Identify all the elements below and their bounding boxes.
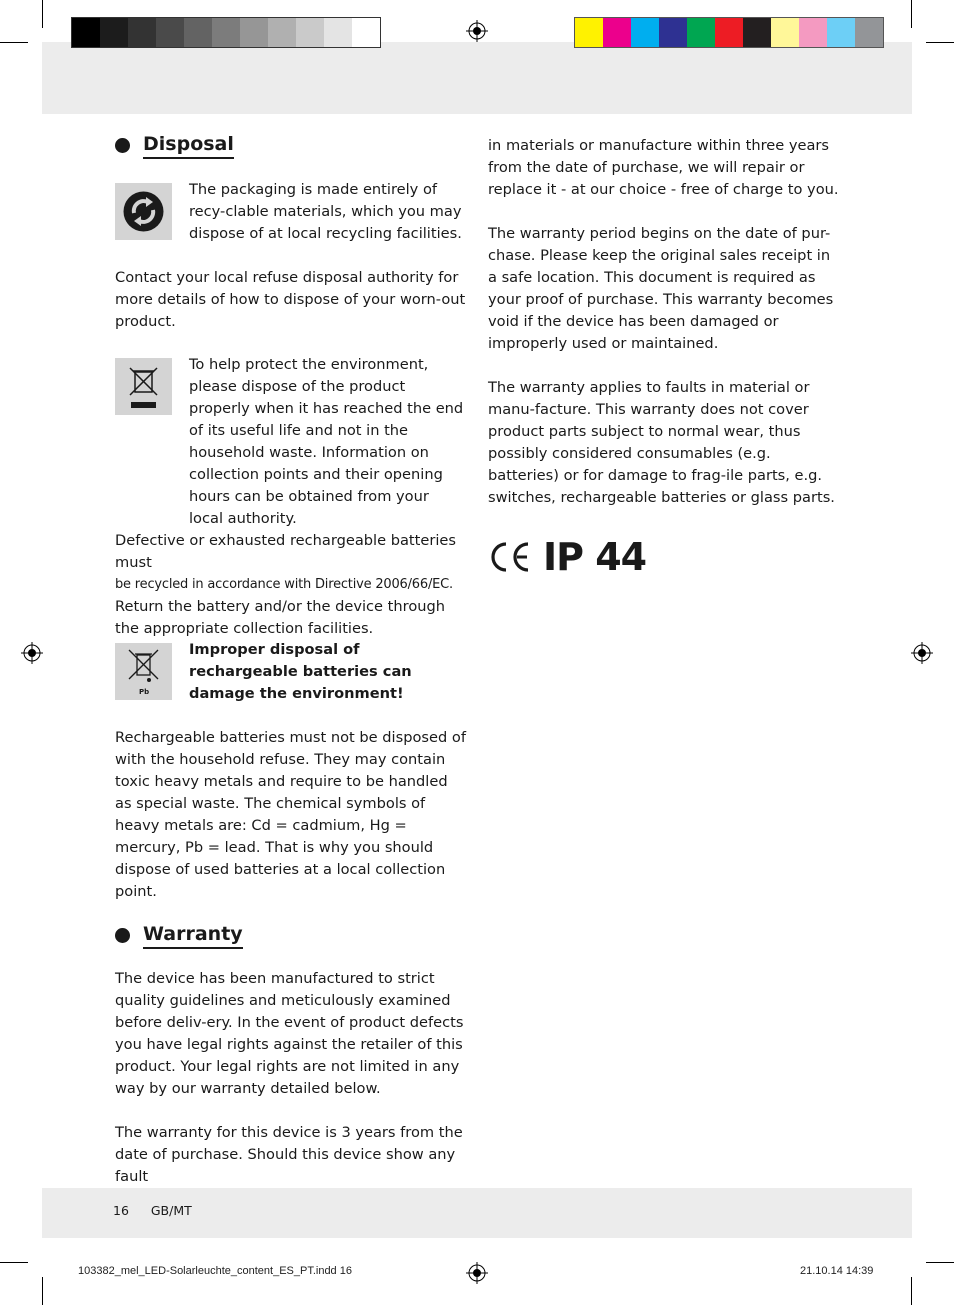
color-swatch [100,18,128,47]
color-swatch [296,18,324,47]
warning-text [189,639,467,705]
packaging-text [189,179,467,245]
warranty-paragraph-3: The warranty period begins on the date of pur-chase. Please keep the original sales receipt in a safe location. This document is required as your proof of purchase. This warranty becomes void if the device has been damaged or improperly used or maintained. [488,225,834,352]
registration-mark-icon [466,20,488,42]
ce-mark-icon [487,539,531,575]
warning-paragraph: Improper disposal of rechargeable batteries can damage the environment! [189,641,412,702]
color-swatch [72,18,100,47]
color-swatch [799,18,827,47]
contact-paragraph: Contact your local refuse disposal authority for more details of how to dispose of your worn-out product. [115,269,466,330]
environment-paragraph: To help protect the environment, please dispose of the product properly when it has reached the end of its useful life and not in the household waste. Information on collection points and their opening hours can be obtained from your local authority. [189,356,464,527]
bullet-dot [115,928,130,943]
timestamp: 21.10.14 14:39 [800,1265,874,1277]
registration-mark-icon [911,642,933,664]
batteries-line-2: be recycled in accordance with Directive 2006/66/EC. [115,577,453,592]
warranty-paragraph-2-cont: in materials or manufacture within three years from the date of purchase, we will repair or replace it - at our choice - free of charge to you. [488,137,839,198]
grayscale-color-bar [71,17,381,48]
page-number: 16 [113,1203,129,1218]
ip-rating: IP 44 [543,535,647,579]
heavy-metals-paragraph: Rechargeable batteries must not be disposed of with the household refuse. They may contain toxic heavy metals and require to be handled as special waste. The chemical symbols of heavy metals are: Cd = cadmium, Hg = mercury, Pb = lead. That is why you should dispose of used batteries at a local collection point. [115,729,466,900]
batteries-text [115,530,467,640]
batteries-line-1: Defective or exhausted rechargeable batteries must [115,532,456,571]
color-swatch [659,18,687,47]
color-swatch [156,18,184,47]
contact-text [115,267,467,333]
registration-mark-icon [21,642,43,664]
color-swatch [855,18,883,47]
color-swatch [324,18,352,47]
color-swatch [743,18,771,47]
warranty-right-text [488,135,840,509]
disposal-heading [115,132,234,159]
heavy-metals-text [115,727,467,903]
warranty-paragraph-4: The warranty applies to faults in material or manu-facture. This warranty does not cover product parts subject to normal wear, thus possibly considered consumables (e.g. batteries) or for damage to frag-ile parts, e.g. switches, rechargeable batteries or glass parts. [488,379,835,506]
color-swatch [268,18,296,47]
warranty-paragraph-1: The device has been manufactured to strict quality guidelines and meticulously examined before deliv-ery. In the event of product defects you have legal rights against the retailer of this product. Your legal rights are not limited in any way by our warranty detailed below. [115,970,464,1097]
color-swatch [212,18,240,47]
section-title: Disposal [143,132,234,159]
recycling-icon [115,183,172,240]
bullet-dot [115,138,130,153]
cmyk-color-bar [574,17,884,48]
ce-ip-marking [487,535,646,579]
page-footer [113,1203,192,1218]
color-swatch [771,18,799,47]
warranty-left-text [115,968,467,1188]
color-swatch [184,18,212,47]
color-swatch [352,18,380,47]
packaging-paragraph: The packaging is made entirely of recy-clable materials, which you may dispose of at local recycling facilities. [189,181,462,242]
color-swatch [128,18,156,47]
file-name: 103382_mel_LED-Solarleuchte_content_ES_PT.indd 16 [78,1265,352,1277]
warranty-heading [115,922,243,949]
registration-mark-icon [466,1262,488,1284]
color-swatch [603,18,631,47]
color-swatch [687,18,715,47]
header-band [42,42,912,114]
pb-label: Pb [139,688,150,696]
environment-text [189,354,467,530]
section-title: Warranty [143,922,243,949]
color-swatch [715,18,743,47]
color-swatch [240,18,268,47]
warranty-paragraph-2: The warranty for this device is 3 years from the date of purchase. Should this device show any fault [115,1124,463,1185]
batteries-line-3: Return the battery and/or the device through the appropriate collection facilities. [115,598,446,637]
color-swatch [631,18,659,47]
color-swatch [827,18,855,47]
crossed-bin-icon [115,358,172,415]
language-code: GB/MT [150,1203,192,1218]
color-swatch [575,18,603,47]
